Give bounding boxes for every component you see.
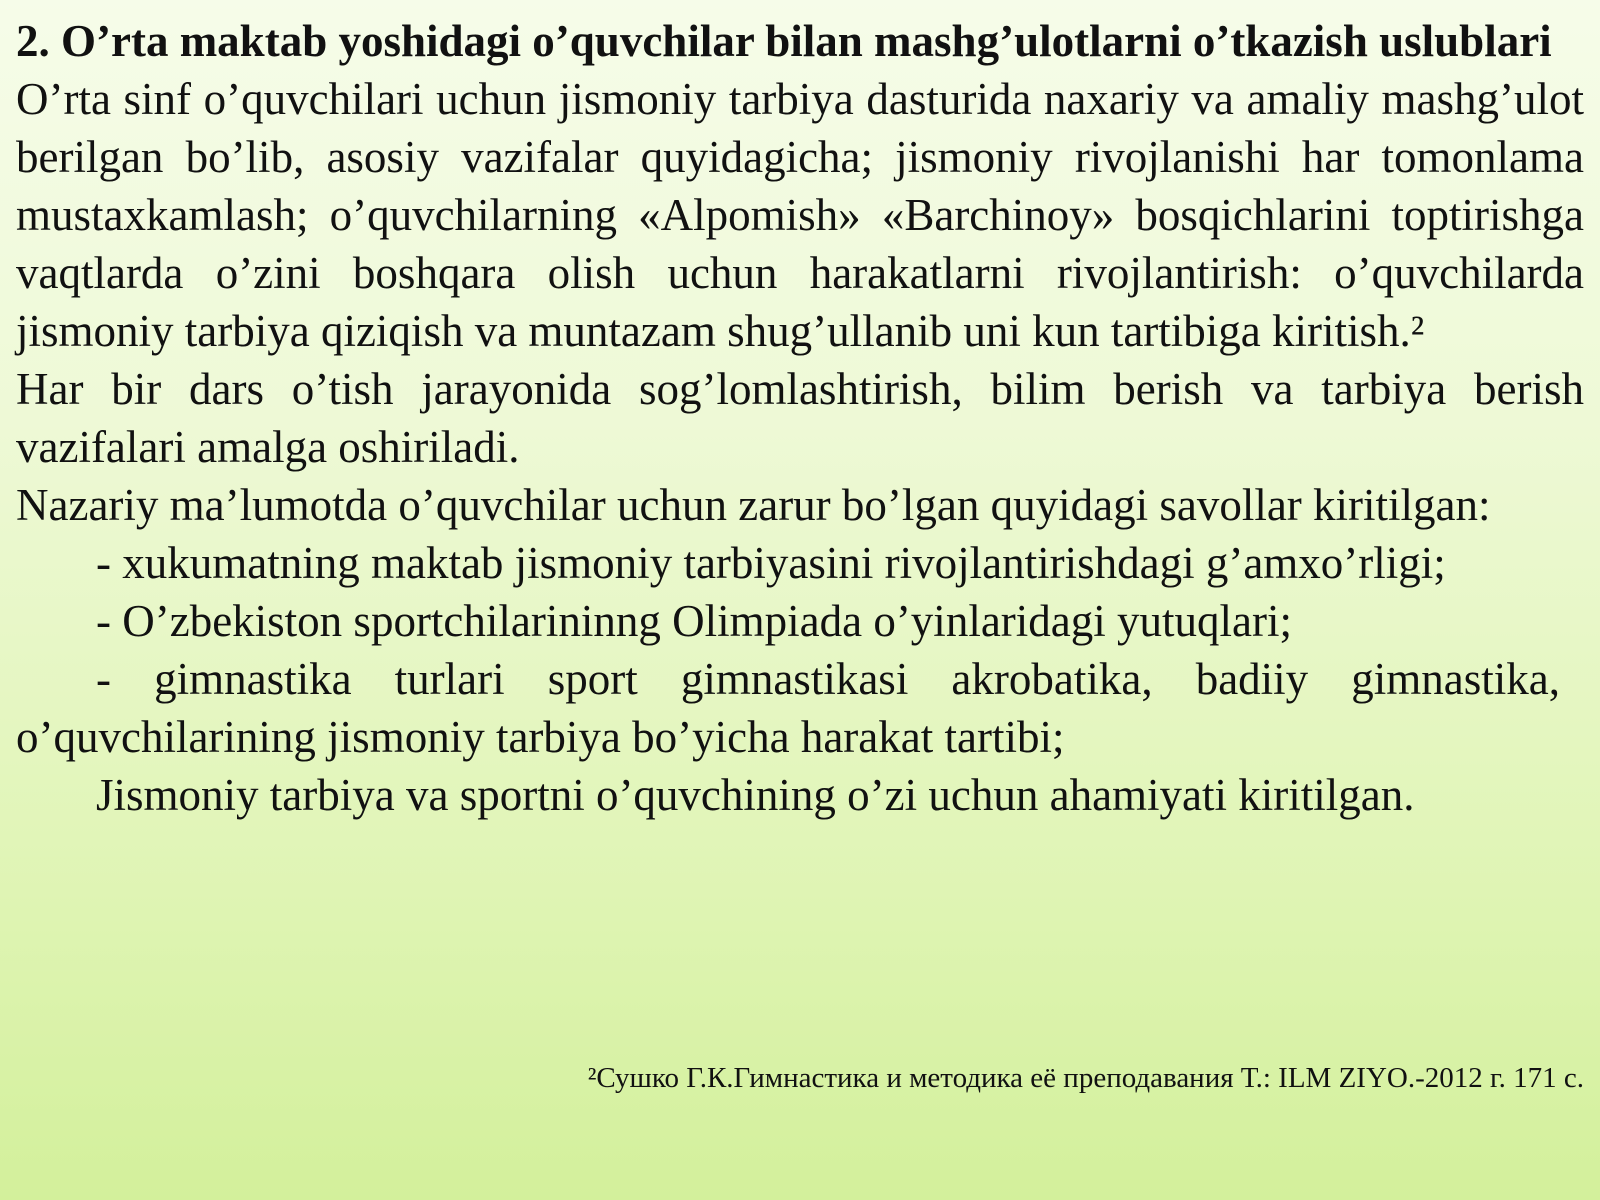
footnote: ²Сушко Г.К.Гимнастика и методика её преподавания Т.: ILM ZIYO.-2012 г. 171 с. bbox=[587, 1062, 1584, 1094]
paragraph-lesson-tasks: Har bir dars o’tish jarayonida sog’lomlashtirish, bilim berish va tarbiya berish vazifalari amalga oshiriladi. bbox=[16, 364, 1584, 472]
paragraph-theory: Nazariy ma’lumotda o’quvchilar uchun zarur bo’lgan quyidagi savollar kiritilgan: bbox=[16, 480, 1491, 530]
list-item: - gimnastika turlari sport gimnastikasi akrobatika, badiiy gimnastika, o’quvchilarining jismoniy tarbiya bo’yicha harakat tartibi; bbox=[16, 654, 1560, 762]
list-item: - O’zbekiston sportchilarininng Olimpiada o’yinlaridagi yutuqlari; bbox=[96, 596, 1292, 646]
slide-content bbox=[16, 12, 1584, 824]
paragraph-closing: Jismoniy tarbiya va sportni o’quvchining o’zi uchun ahamiyati kiritilgan. bbox=[96, 770, 1415, 820]
page-title: 2. O’rta maktab yoshidagi o’quvchilar bilan mashg’ulotlarni o’tkazish uslublari bbox=[16, 16, 1552, 66]
paragraph-intro: O’rta sinf o’quvchilari uchun jismoniy tarbiya dasturida naxariy va amaliy mashg’ulot berilgan bo’lib, asosiy vazifalar quyidagicha; jismoniy rivojlanishi har tomonlama mustaxkamlash; o’quvchilarning «Alpomish» «Barchinoy» bosqichlarini toptirishga vaqtlarda o’zini boshqara olish uchun harakatlarni rivojlantirish: o’quvchilarda jismoniy tarbiya qiziqish va muntazam shug’ullanib uni kun tartibiga kiritish.² bbox=[16, 74, 1584, 356]
list-item: - xukumatning maktab jismoniy tarbiyasini rivojlantirishdagi g’amxo’rligi; bbox=[96, 538, 1446, 588]
